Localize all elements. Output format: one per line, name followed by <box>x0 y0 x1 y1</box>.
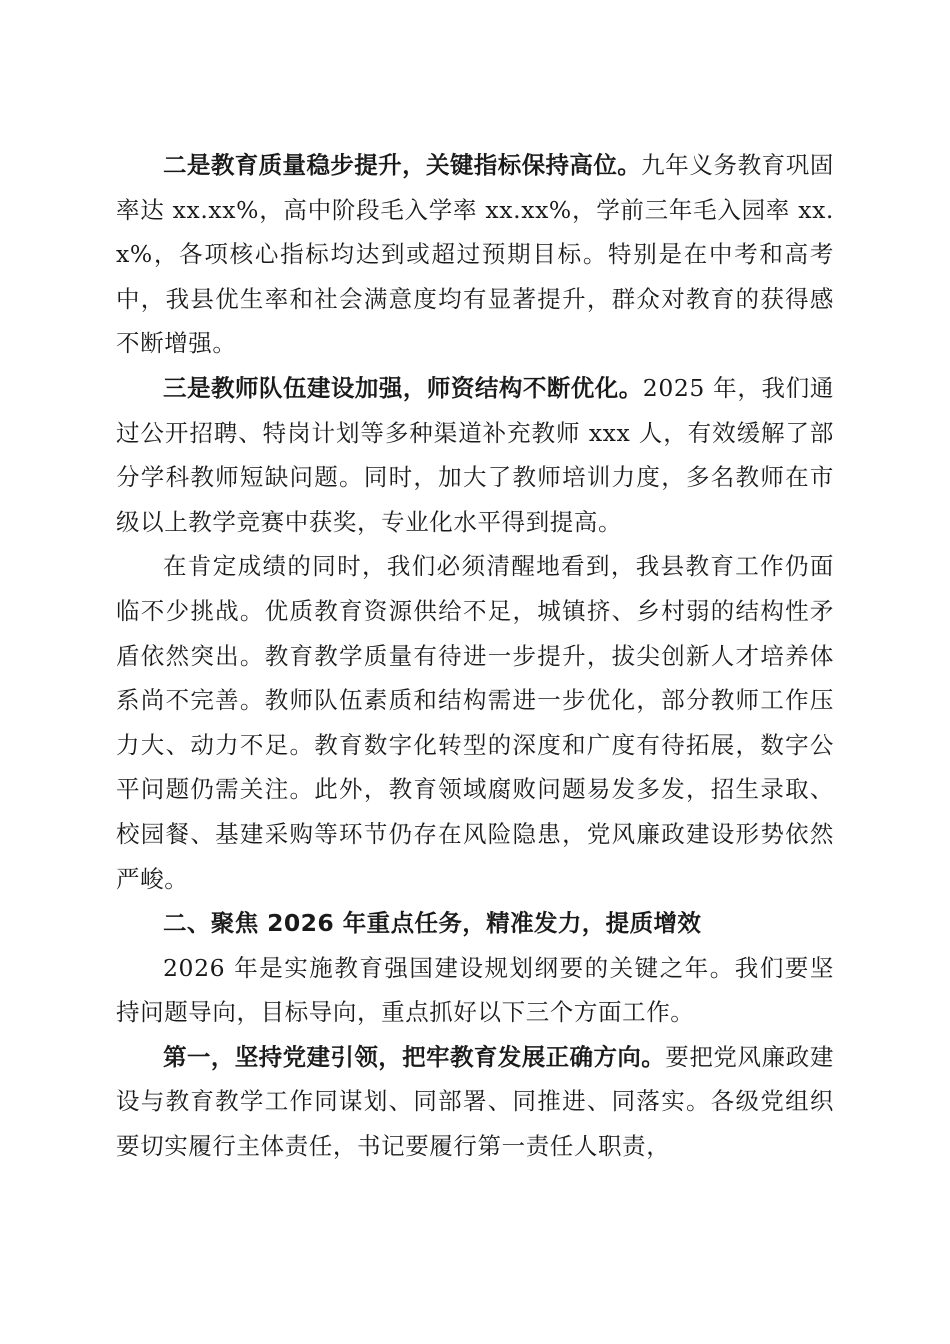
paragraph-teacher-team <box>116 366 834 544</box>
section-intro: 2026 年是实施教育强国建设规划纲要的关键之年。我们要坚持问题导向，目标导向，重点抓好以下三个方面工作。 <box>116 953 834 1027</box>
paragraph-lead: 三是教师队伍建设加强，师资结构不断优化。 <box>163 373 643 402</box>
paragraph-body: 2025 年，我们通过公开招聘、特岗计划等多种渠道补充教师 xxx 人，有效缓解了部分学科教师短缺问题。同时，加大了教师培训力度，多名教师在市级以上教学竞赛中获奖，专业化水平得到提高。 <box>116 373 835 536</box>
paragraph-point-one <box>116 1035 834 1169</box>
section-heading: 二、聚焦 2026 年重点任务，精准发力，提质增效 <box>163 909 702 938</box>
paragraph-body: 九年义务教育巩固率达 xx.xx%，高中阶段毛入学率 xx.xx%，学前三年毛入园率 xx.x%，各项核心指标均达到或超过预期目标。特别是在中考和高考中，我县优生率和社会满意度均有显著提升，群众对教育的获得感不断增强。 <box>116 151 834 358</box>
paragraph-education-quality <box>116 143 834 366</box>
paragraph-body: 要把党风廉政建设与教育教学工作同谋划、同部署、同推进、同落实。各级党组织要切实履行主体责任，书记要履行第一责任人职责， <box>116 1042 834 1161</box>
paragraph-lead: 第一，坚持党建引领，把牢教育发展正确方向。 <box>163 1042 666 1071</box>
paragraph-challenges <box>116 544 834 901</box>
document-page <box>116 143 834 1169</box>
paragraph-body: 在肯定成绩的同时，我们必须清醒地看到，我县教育工作仍面临不少挑战。优质教育资源供给不足，城镇挤、乡村弱的结构性矛盾依然突出。教育教学质量有待进一步提升，拔尖创新人才培养体系尚不完善。教师队伍素质和结构需进一步优化，部分教师工作压力大、动力不足。教育数字化转型的深度和广度有待拓展，数字公平问题仍需关注。此外，教育领域腐败问题易发多发，招生录取、校园餐、基建采购等环节仍存在风险隐患，党风廉政建设形势依然严峻。 <box>116 552 834 893</box>
paragraph-lead: 二是教育质量稳步提升，关键指标保持高位。 <box>163 151 642 179</box>
